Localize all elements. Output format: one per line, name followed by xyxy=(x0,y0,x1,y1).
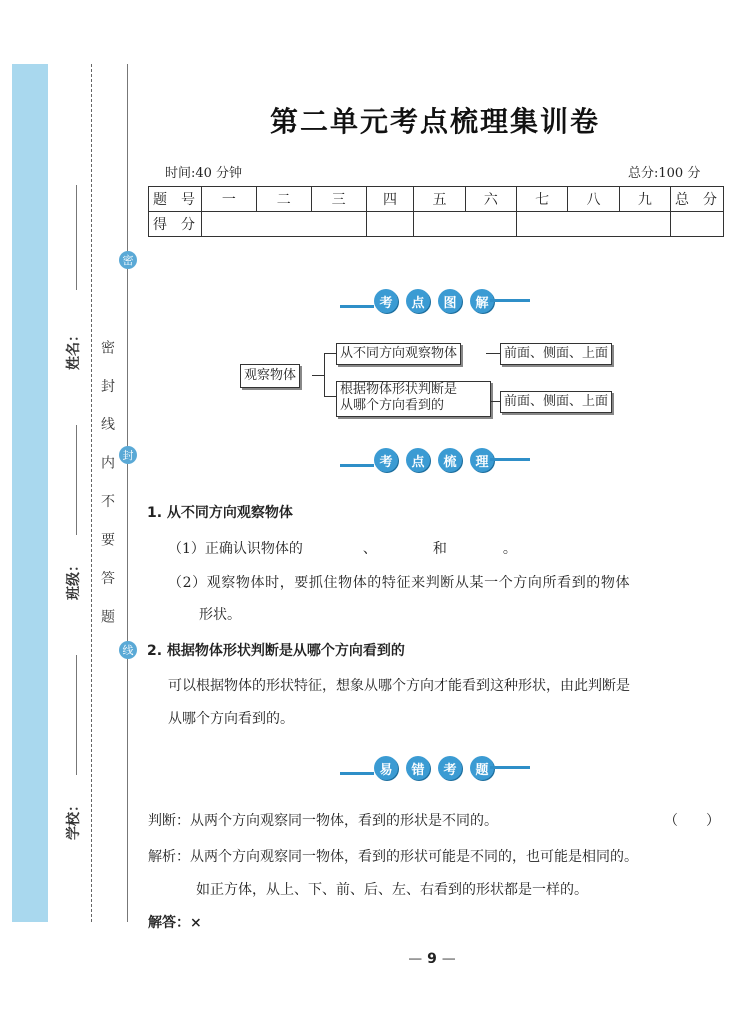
banner-diagram xyxy=(340,289,530,313)
point-1-sub-2-line-2: 形状。 xyxy=(199,607,241,623)
analysis-line-1: 解析：从两个方向观察同一物体，看到的形状可能是不同的，也可能是相同的。 xyxy=(148,849,638,865)
banner-char: 理 xyxy=(470,448,494,472)
point-1-title: 1. 从不同方向观察物体 xyxy=(147,505,293,521)
arrow-icon xyxy=(340,295,374,308)
banner-char: 点 xyxy=(406,448,430,472)
score-input-cell[interactable] xyxy=(201,212,366,237)
diagram-branch-1-result: 前面、侧面、上面 xyxy=(500,343,612,365)
school-label: 学校： xyxy=(66,798,82,840)
banner-tail xyxy=(490,299,530,302)
arrow-icon xyxy=(340,454,374,467)
banner-char: 图 xyxy=(438,289,462,313)
seal-mark-2: 封 xyxy=(119,446,137,464)
branch-2-line: 从哪个方向看到的 xyxy=(340,398,445,413)
score-header-cell: 八 xyxy=(568,187,619,212)
judge-answer-bracket[interactable]: （ ） xyxy=(664,813,720,829)
score-header-cell: 六 xyxy=(465,187,516,212)
banner-char: 解 xyxy=(470,289,494,313)
page-number: — 9 — xyxy=(408,951,456,967)
banner-char: 梳 xyxy=(438,448,462,472)
analysis-line-2: 如正方体，从上、下、前、后、左、右看到的形状都是一样的。 xyxy=(196,882,588,898)
sub-1-text: （1）正确认识物体的 xyxy=(168,541,303,557)
seal-mark-1: 密 xyxy=(119,251,137,269)
judge-question: 判断：从两个方向观察同一物体，看到的形状是不同的。 xyxy=(148,813,498,829)
score-header-cell: 四 xyxy=(366,187,414,212)
banner-tail xyxy=(490,458,530,461)
banner-char: 考 xyxy=(374,289,398,313)
branch-2-line: 根据物体形状判断是 xyxy=(340,382,458,397)
diagram-branch-2-result: 前面、侧面、上面 xyxy=(500,391,612,413)
class-field-line[interactable] xyxy=(76,425,77,535)
banner-errors xyxy=(340,756,530,780)
connector xyxy=(324,353,325,396)
time-info: 时间:40 分钟 xyxy=(165,166,243,181)
score-input-cell[interactable] xyxy=(366,212,414,237)
name-field-line[interactable] xyxy=(76,185,77,290)
sub-1-text: 、 xyxy=(362,541,377,557)
banner-char: 考 xyxy=(374,448,398,472)
score-header-cell: 七 xyxy=(517,187,568,212)
connector xyxy=(312,375,324,376)
banner-char: 点 xyxy=(406,289,430,313)
connector xyxy=(486,353,500,354)
banner-char: 题 xyxy=(470,756,494,780)
school-field-line[interactable] xyxy=(76,655,77,775)
point-2-line-1: 可以根据物体的形状特征，想象从哪个方向才能看到这种形状，由此判断是 xyxy=(168,678,630,694)
score-header-cell: 三 xyxy=(311,187,366,212)
score-header-cell: 二 xyxy=(256,187,311,212)
seal-mark-3: 线 xyxy=(119,641,137,659)
answer: 解答：× xyxy=(148,915,202,931)
point-1-sub-1 xyxy=(168,538,517,558)
seal-notice: 密 封 线 内 不 要 答 题 xyxy=(99,340,115,634)
score-input-cell[interactable] xyxy=(670,212,723,237)
point-1-sub-2-line-1: （2）观察物体时，要抓住物体的特征来判断从某一个方向所看到的物体 xyxy=(168,575,631,591)
score-header-cell: 九 xyxy=(619,187,670,212)
diagram-branch-1: 从不同方向观察物体 xyxy=(336,343,461,365)
score-header-cell: 一 xyxy=(201,187,256,212)
score-input-cell[interactable] xyxy=(414,212,517,237)
banner-char: 错 xyxy=(406,756,430,780)
score-header-cell: 题 号 xyxy=(149,187,202,212)
score-table xyxy=(148,186,724,237)
name-label: 姓名： xyxy=(66,328,82,370)
sub-1-text: 和 xyxy=(432,541,447,557)
banner-tail xyxy=(490,766,530,769)
class-label: 班级： xyxy=(66,558,82,600)
sub-1-text: 。 xyxy=(502,541,517,557)
score-header-cell: 总 分 xyxy=(670,187,723,212)
point-2-title: 2. 根据物体形状判断是从哪个方向看到的 xyxy=(147,643,405,659)
banner-char: 易 xyxy=(374,756,398,780)
score-header-cell: 五 xyxy=(414,187,465,212)
connector xyxy=(324,353,336,354)
banner-points xyxy=(340,448,530,472)
diagram-root: 观察物体 xyxy=(240,364,300,388)
binding-strip xyxy=(12,64,48,922)
page-title: 第二单元考点梳理集训卷 xyxy=(269,105,600,138)
banner-char: 考 xyxy=(438,756,462,780)
binding-dashed-line xyxy=(91,64,92,922)
point-2-line-2: 从哪个方向看到的。 xyxy=(168,711,294,727)
score-input-cell[interactable] xyxy=(517,212,671,237)
score-row-label: 得 分 xyxy=(149,212,202,237)
page-number-value: 9 xyxy=(427,951,437,967)
connector xyxy=(324,396,336,397)
total-score-info: 总分:100 分 xyxy=(628,166,701,181)
arrow-icon xyxy=(340,762,374,775)
binding-solid-line xyxy=(127,64,128,922)
diagram-branch-2 xyxy=(336,381,491,417)
connector xyxy=(490,401,500,402)
